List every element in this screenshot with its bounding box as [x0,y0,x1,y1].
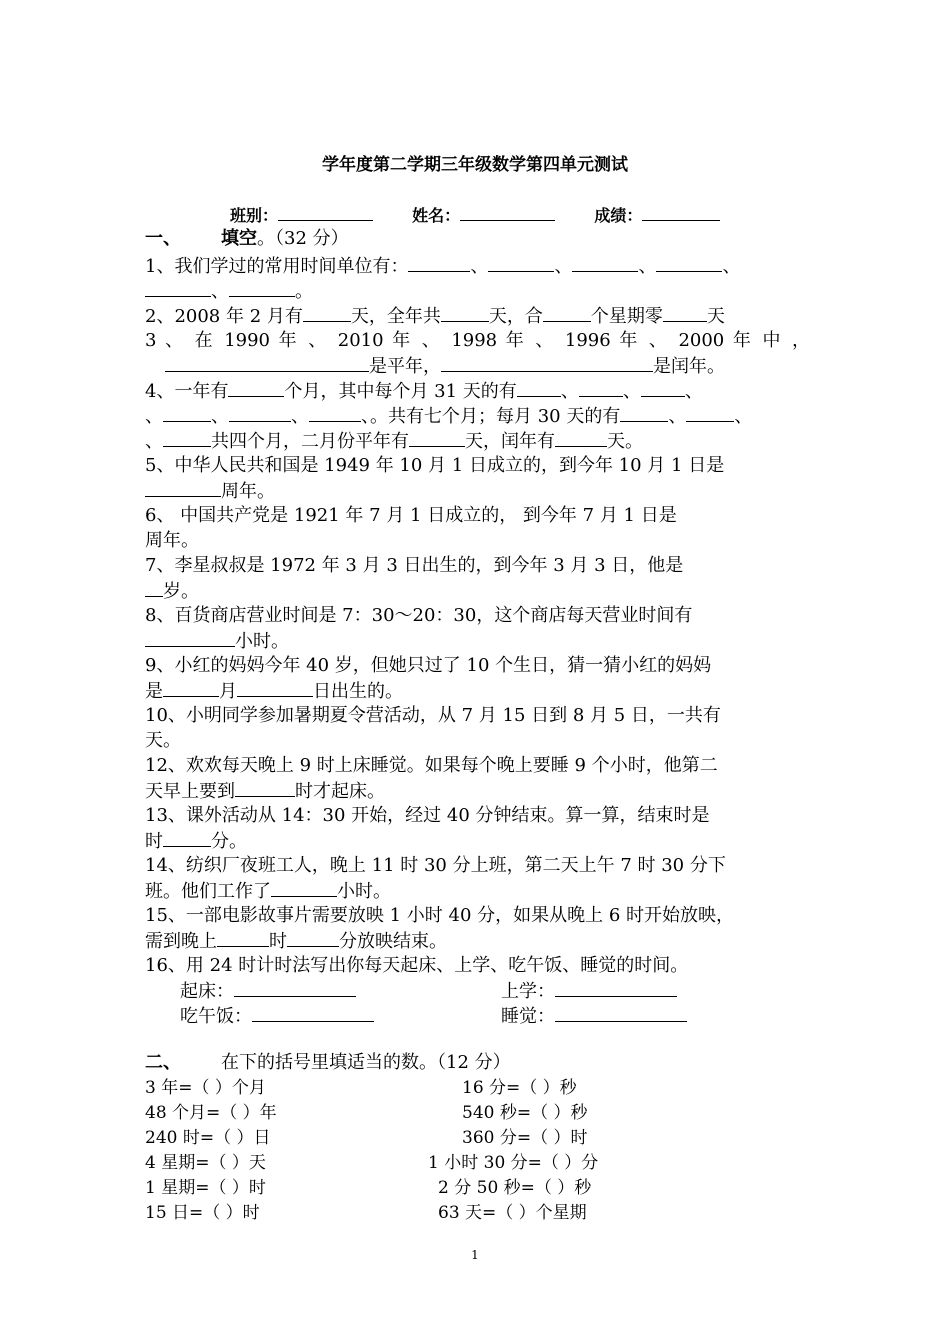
conversion-left: 15 日=（ ）时 [145,1203,260,1223]
blank[interactable] [163,678,219,697]
blank[interactable] [686,403,734,422]
question-15-line-1: 15、一部电影故事片需要放映 1 小时 40 分，如果从晚上 6 时开始放映， [145,905,735,926]
question-4-line-1: 4、一年有 个月，其中每个月 31 天的有 、 、 、 [145,378,810,404]
blank[interactable] [517,378,561,397]
school-time-blank[interactable] [555,978,677,997]
question-1-line-2: 、 。 [145,278,810,304]
blank[interactable] [656,253,722,272]
question-16: 16、用 24 时计时法写出你每天起床、上学、吃午饭、睡觉的时间。 [145,955,689,976]
question-4-line-3: 、 共四个月，二月份平年有 天，闰年有 天。 [145,428,810,454]
blank[interactable] [303,303,351,322]
question-14-line-2: 班。他们工作了 小时。 [145,878,810,904]
blank[interactable] [441,353,653,372]
section-1-number: 一、 [145,228,181,249]
question-7-line-2: 岁。 [145,578,810,604]
blank[interactable] [145,478,221,497]
score-label: 成绩： [594,206,643,225]
blank[interactable] [555,428,607,447]
conversion-right: 16 分=（ ）秒 [462,1078,577,1098]
blank[interactable] [572,253,638,272]
question-12-line-1: 12、欢欢每天晚上 9 时上床睡觉。如果每个晚上要睡 9 个小时，他第二 [145,755,718,776]
blank[interactable] [409,428,465,447]
conversion-left: 3 年=（ ）个月 [145,1078,266,1098]
question-16-row-1: 起床： 上学： [180,978,740,1004]
blank[interactable] [163,828,211,847]
question-5-line-2: 周年。 [145,478,810,504]
question-10-line-1: 10、小明同学参加暑期夏令营活动，从 7 月 15 日到 8 月 5 日，一共有 [145,705,721,726]
name-blank[interactable] [460,202,555,221]
blank[interactable] [163,403,211,422]
blank[interactable] [543,303,591,322]
score-blank[interactable] [642,202,720,221]
section-2-heading [145,1048,511,1074]
blank[interactable] [309,403,361,422]
conversion-right: 360 分=（ ）时 [462,1128,588,1148]
question-10-line-2: 天。 [145,730,181,751]
section-1-points: 。（32 分） [257,228,349,249]
blank[interactable] [229,278,295,297]
conversion-right: 540 秒=（ ）秒 [462,1103,588,1123]
section-2-text: 在下的括号里填适当的数。（12 分） [221,1052,511,1073]
conversion-left: 4 星期=（ ）天 [145,1153,266,1173]
blank[interactable] [165,353,369,372]
question-3-line-2: 是平年， 是闰年。 [145,353,810,379]
question-13-line-1: 13、课外活动从 14：30 开始，经过 40 分钟结束。算一算，结束时是 [145,805,710,826]
conversion-left: 1 星期=（ ）时 [145,1178,266,1198]
blank[interactable] [217,928,269,947]
blank[interactable] [145,578,163,597]
blank[interactable] [287,928,339,947]
question-9-line-1: 9、小红的妈妈今年 40 岁，但她只过了 10 个生日，猜一猜小红的妈妈 [145,655,712,676]
blank[interactable] [488,253,554,272]
question-15-line-2: 需到晚上 时 分放映结束。 [145,928,810,954]
question-5-line-1: 5、中华人民共和国是 1949 年 10 月 1 日成立的，到今年 10 月 1 日是 [145,455,725,476]
section-1-heading [145,224,349,250]
question-9-line-2: 是 月 日出生的。 [145,678,810,704]
blank[interactable] [408,253,470,272]
conversion-right: 1 小时 30 分=（ ）分 [428,1153,599,1173]
question-13-line-2: 时 分。 [145,828,810,854]
class-blank[interactable] [278,202,373,221]
blank[interactable] [579,378,623,397]
question-7-line-1: 7、李星叔叔是 1972 年 3 月 3 日出生的，到今年 3 月 3 日，他是 [145,555,684,576]
question-3-line-1: 3 、 在 1990 年 、 2010 年 、 1998 年 、 1996 年 、 2000 年 中 ， [145,330,810,351]
blank[interactable] [235,778,295,797]
question-12-line-2: 天早上要到 时才起床。 [145,778,810,804]
blank[interactable] [237,678,313,697]
question-8-line-2: 小时。 [145,628,810,654]
blank[interactable] [145,278,211,297]
conversion-right: 2 分 50 秒=（ ）秒 [438,1178,592,1198]
question-14-line-1: 14、纺织厂夜班工人，晚上 11 时 30 分上班，第二天上午 7 时 30 分下 [145,855,726,876]
sleep-time-blank[interactable] [555,1003,687,1022]
question-2: 2、2008 年 2 月有 天，全年共 天，合 个星期零 天 [145,303,810,329]
blank[interactable] [641,378,685,397]
student-info-row [230,202,720,226]
question-4-line-2: 、 、 、 、。共有七个月；每月 30 天的有 、 、 [145,403,810,429]
question-16-row-2: 吃午饭： 睡觉： [180,1003,740,1029]
blank[interactable] [441,303,489,322]
question-1-line-1: 1、我们学过的常用时间单位有： 、 、 、 、 [145,253,810,279]
blank[interactable] [163,428,211,447]
question-6-line-1: 6、 中国共产党是 1921 年 7 月 1 日成立的， 到今年 7 月 1 日是 [145,505,677,526]
class-label: 班别： [230,206,279,225]
blank[interactable] [620,403,668,422]
section-2-number: 二、 [145,1052,181,1073]
question-8-line-1: 8、百货商店营业时间是 7：30～20：30，这个商店每天营业时间有 [145,605,693,626]
conversion-right: 63 天=（ ）个星期 [438,1203,587,1223]
page-title: 学年度第二学期三年级数学第四单元测试 [322,155,628,175]
lunch-time-blank[interactable] [252,1003,374,1022]
blank[interactable] [228,378,284,397]
name-label: 姓名： [412,206,461,225]
page-number: 1 [471,1248,479,1262]
blank[interactable] [663,303,707,322]
conversion-left: 48 个月=（ ）年 [145,1103,277,1123]
conversion-left: 240 时=（ ）日 [145,1128,271,1148]
section-1-name: 填空 [221,228,257,249]
blank[interactable] [271,878,337,897]
question-6-line-2: 周年。 [145,530,199,551]
blank[interactable] [145,628,235,647]
wake-time-blank[interactable] [234,978,356,997]
blank[interactable] [229,403,291,422]
